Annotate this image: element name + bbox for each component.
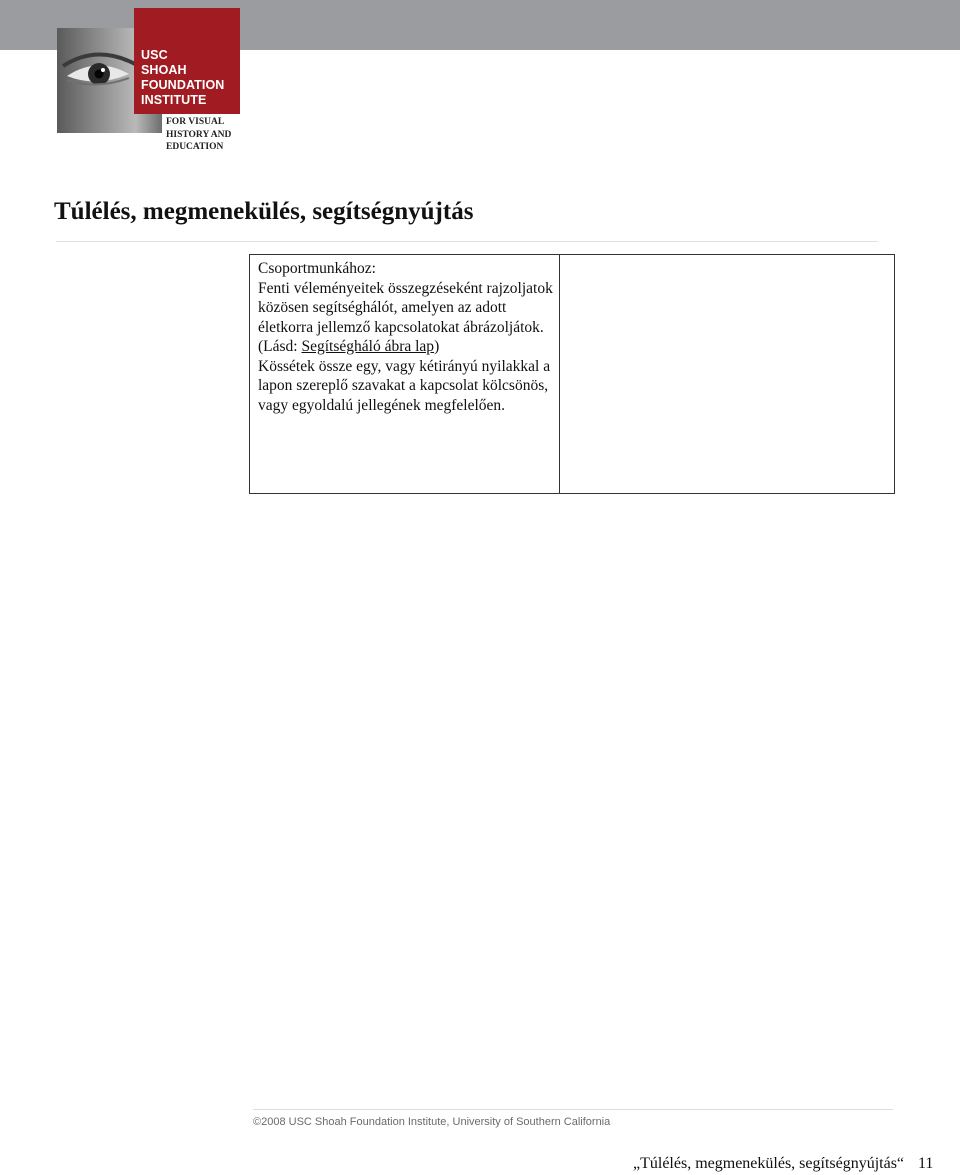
diagram-sheet-link[interactable]: Segítségháló ábra lap	[301, 338, 435, 355]
task-text-cell	[258, 259, 554, 415]
logo-line: USC	[141, 48, 168, 62]
table-column-divider	[559, 255, 560, 493]
logo-sub-line: EDUCATION	[166, 142, 224, 152]
logo-subtitle	[166, 116, 231, 154]
task-body	[258, 279, 554, 357]
logo-block	[134, 8, 240, 114]
title-divider	[56, 241, 878, 242]
task-table	[249, 254, 895, 494]
task-body-close: )	[434, 338, 440, 355]
copyright-notice: ©2008 USC Shoah Foundation Institute, University of Southern California	[253, 1116, 611, 1128]
page-number: 11	[918, 1155, 934, 1172]
logo-line: FOUNDATION	[141, 78, 225, 92]
running-title: „Túlélés, megmenekülés, segítségnyújtás“	[633, 1155, 905, 1172]
task-instruction: Kössétek össze egy, vagy kétirányú nyilakkal a lapon szereplő szavakat a kapcsolat kölcsönös, vagy egyoldalú jellegének megfelelően.	[258, 357, 551, 414]
task-body-text: Fenti véleményeitek összegzéseként rajzoljatok közösen segítséghálót, amelyen az adott életkorra jellemző kapcsolatokat ábrázoljátok. (Lásd:	[258, 279, 553, 355]
logo-sub-line: FOR VISUAL	[166, 117, 225, 127]
footer-divider	[253, 1109, 893, 1110]
logo-line: SHOAH	[141, 63, 187, 77]
task-heading: Csoportmunkához:	[258, 260, 376, 277]
logo-sub-line: HISTORY AND	[166, 129, 232, 140]
page-title: Túlélés, megmenekülés, segítségnyújtás	[54, 198, 474, 225]
logo-line: INSTITUTE	[141, 93, 207, 107]
